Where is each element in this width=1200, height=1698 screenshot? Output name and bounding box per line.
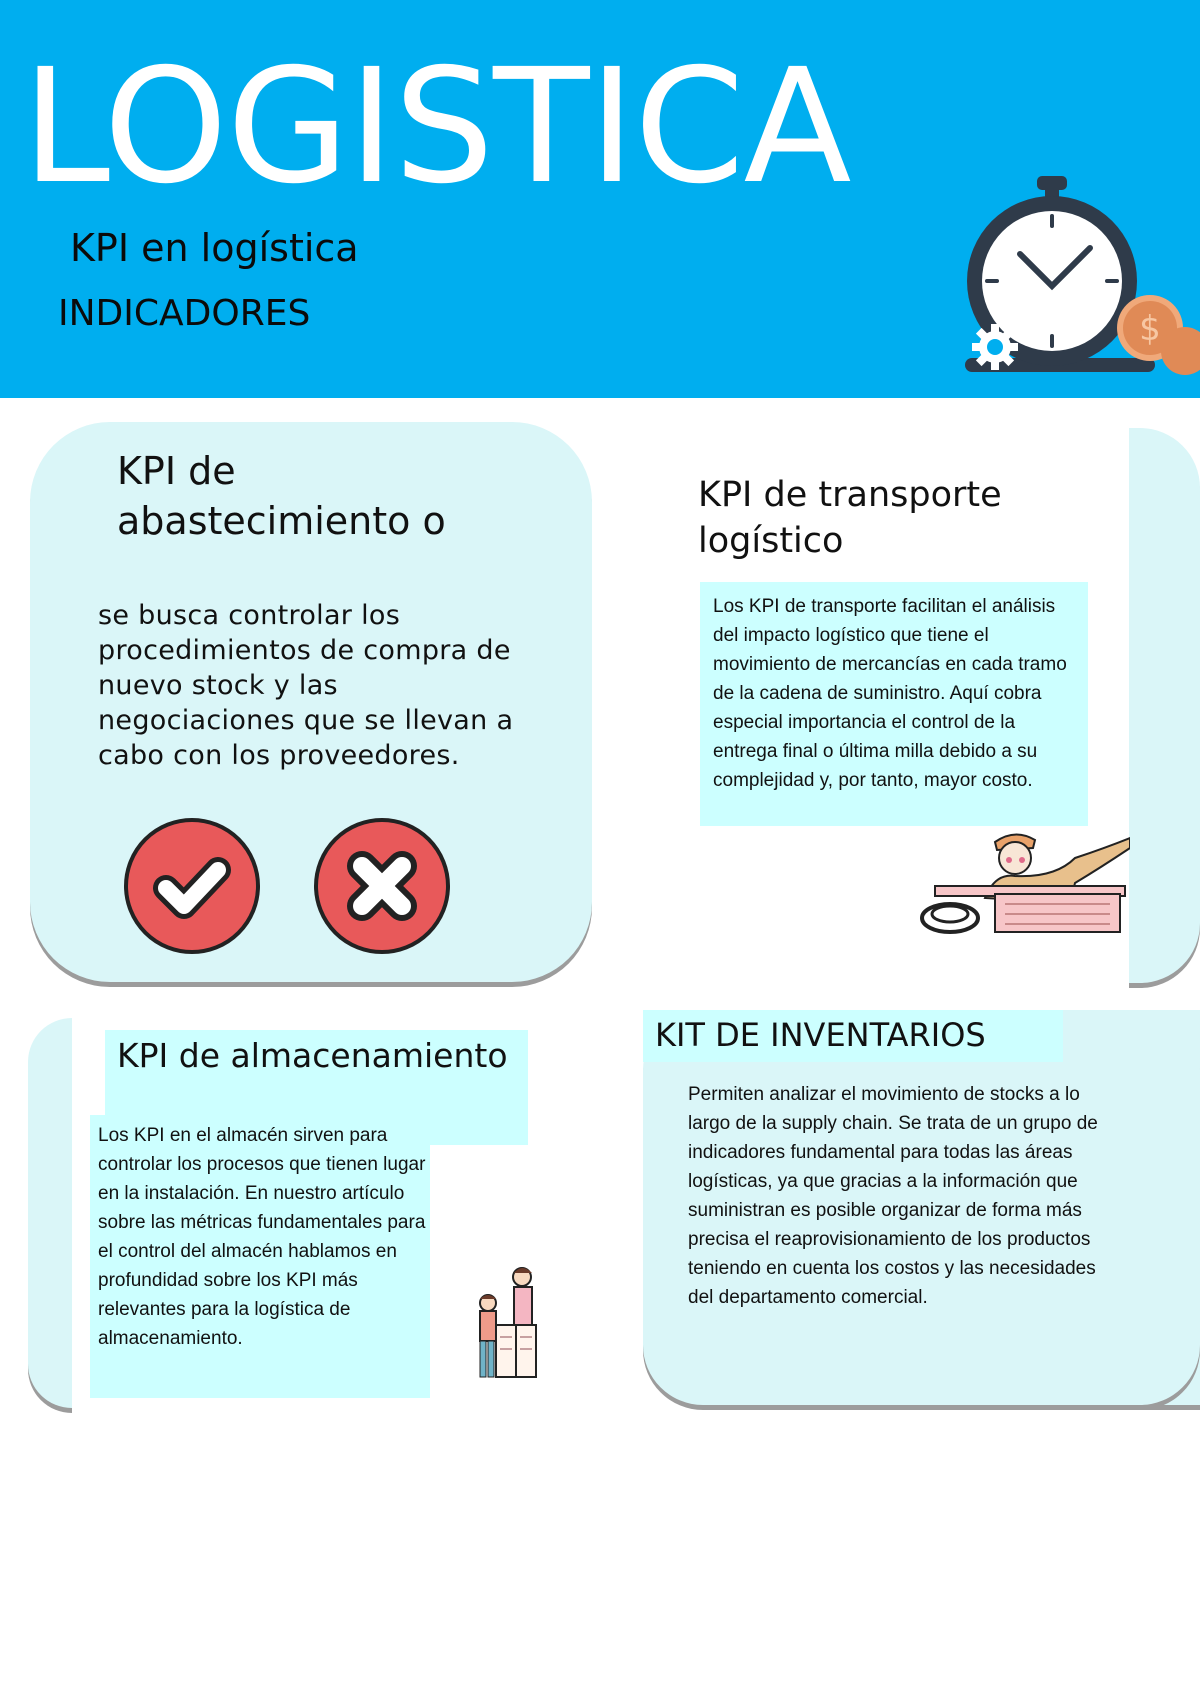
svg-text:$: $ xyxy=(1139,309,1161,349)
abastecimiento-title: KPI de abastecimiento o xyxy=(117,449,446,543)
inventarios-card-edge xyxy=(1140,1010,1200,1405)
inventarios-text: Permiten analizar el movimiento de stocks a lo largo de la supply chain. Se trata de un grupo de indicadores fundamental para todas las áreas logísticas, ya que gracias a la información que suministran es posible organizar de forma más precisa el reaprovisionamiento de los productos teniendo en cuenta los costos y las necesidades del departamento comercial. xyxy=(688,1084,1098,1308)
almacenamiento-text: Los KPI en el almacén sirven para controlar los procesos que tienen lugar en la instalación. En nuestro artículo sobre las métricas fundamentales para el control del almacén hablamos en profundidad sobre los KPI más relevantes para la logística de almacenamiento. xyxy=(98,1125,426,1349)
approve-button[interactable] xyxy=(124,818,260,954)
inventarios-title: KIT DE INVENTARIOS xyxy=(655,1016,986,1054)
transporte-title: KPI de transporte logístico xyxy=(698,475,1002,561)
gear-icon xyxy=(970,322,1020,372)
page-title: LOGISTICA xyxy=(22,35,851,219)
page-subtitle: KPI en logística xyxy=(70,226,359,270)
transporte-card-edge xyxy=(1129,428,1200,983)
check-icon xyxy=(128,822,256,950)
almacenamiento-title: KPI de almacenamiento xyxy=(117,1036,508,1075)
transporte-text: Los KPI de transporte facilitan el análisis del impacto logístico que tiene el movimiento de mercancías en cada tramo de la cadena de suministro. Aquí cobra especial importancia el control de la entrega final o última milla debido a su complejidad y, por tanto, mayor costo. xyxy=(713,596,1067,791)
page-tagline: INDICADORES xyxy=(58,293,311,334)
abastecimiento-text: se busca controlar los procedimientos de compra de nuevo stock y las negociaciones que se llevan a cabo con los proveedores. xyxy=(98,600,514,771)
people-reading-icon xyxy=(470,1265,542,1385)
almacenamiento-card-edge xyxy=(28,1018,72,1408)
reject-button[interactable] xyxy=(314,818,450,954)
delivery-worker-icon xyxy=(905,828,1130,938)
close-icon xyxy=(318,822,446,950)
